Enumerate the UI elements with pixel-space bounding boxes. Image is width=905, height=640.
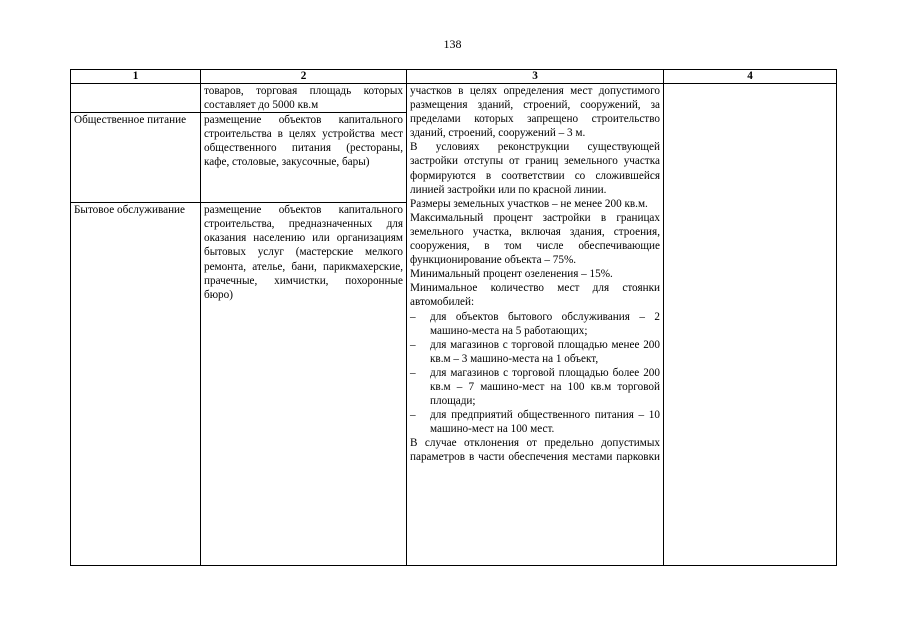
parameters-paragraph: В условиях реконструкции существующей застройки отступы от границ земельного участка формируются в соответствии со сложившейся линией застройки или по красной линии. xyxy=(410,141,660,196)
header-col-3: 3 xyxy=(407,70,664,84)
parking-list-item xyxy=(410,408,660,436)
parameters-paragraph: В случае отклонения от предельно допустимых параметров в части обеспечения местами парковки xyxy=(410,437,660,464)
header-col-1: 1 xyxy=(71,70,201,84)
cell-use-description: товаров, торговая площадь которых составляет до 5000 кв.м xyxy=(201,84,407,113)
parking-list-item xyxy=(410,310,660,338)
dash-marker: – xyxy=(410,409,416,422)
dash-marker: – xyxy=(410,338,416,351)
table-header-row xyxy=(71,70,837,84)
parking-list-item xyxy=(410,366,660,408)
cell-use-description: размещение объектов капитального строительства в целях устройства мест общественного питания (рестораны, кафе, столовые, закусочные, бары) xyxy=(201,113,407,203)
page-number: 138 xyxy=(443,37,462,51)
dash-marker: – xyxy=(410,310,416,323)
cell-use-type xyxy=(71,84,201,113)
parameters-paragraph: Минимальный процент озеленения – 15%. xyxy=(410,268,613,281)
parking-list-text: для предприятий общественного питания – 10 машино-мест на 100 мест. xyxy=(430,409,660,436)
dash-marker: – xyxy=(410,366,416,379)
cell-use-description: размещение объектов капитального строительства, предназначенных для оказания населению или организациям бытовых услуг (мастерские мелкого ремонта, ателье, бани, парикмахерские, прачечные, химчистки, похоронные бюро) xyxy=(201,203,407,566)
header-col-4: 4 xyxy=(664,70,837,84)
parameters-paragraph: участков в целях определения мест допустимого размещения зданий, строений, сооружений, за пределами которых запрещено строительство зданий, строений, сооружений – 3 м. xyxy=(410,85,660,140)
parameters-paragraph: Размеры земельных участков – не менее 200 кв.м. xyxy=(410,197,648,210)
parking-list-text: для объектов бытового обслуживания – 2 машино-места на 5 работающих; xyxy=(430,310,660,337)
cell-use-type: Бытовое обслуживание xyxy=(71,203,201,566)
regulations-table xyxy=(70,69,837,566)
parameters-paragraph: Минимальное количество мест для стоянки автомобилей: xyxy=(410,282,660,309)
parking-list-text: для магазинов с торговой площадью менее 200 кв.м – 3 машино-места на 1 объект, xyxy=(430,338,660,365)
cell-use-type: Общественное питание xyxy=(71,113,201,203)
cell-notes xyxy=(664,84,837,566)
cell-parameters xyxy=(407,84,664,566)
parking-list-text: для магазинов с торговой площадью более 200 кв.м – 7 машино-мест на 100 кв.м торговой площади; xyxy=(430,366,660,408)
header-col-2: 2 xyxy=(201,70,407,84)
table-row xyxy=(71,84,837,113)
parking-list-item xyxy=(410,338,660,366)
parameters-paragraph: Максимальный процент застройки в границах земельного участка, включая здания, строения, сооружения, в том числе обеспечивающие функционирование объекта – 75%. xyxy=(410,211,660,267)
